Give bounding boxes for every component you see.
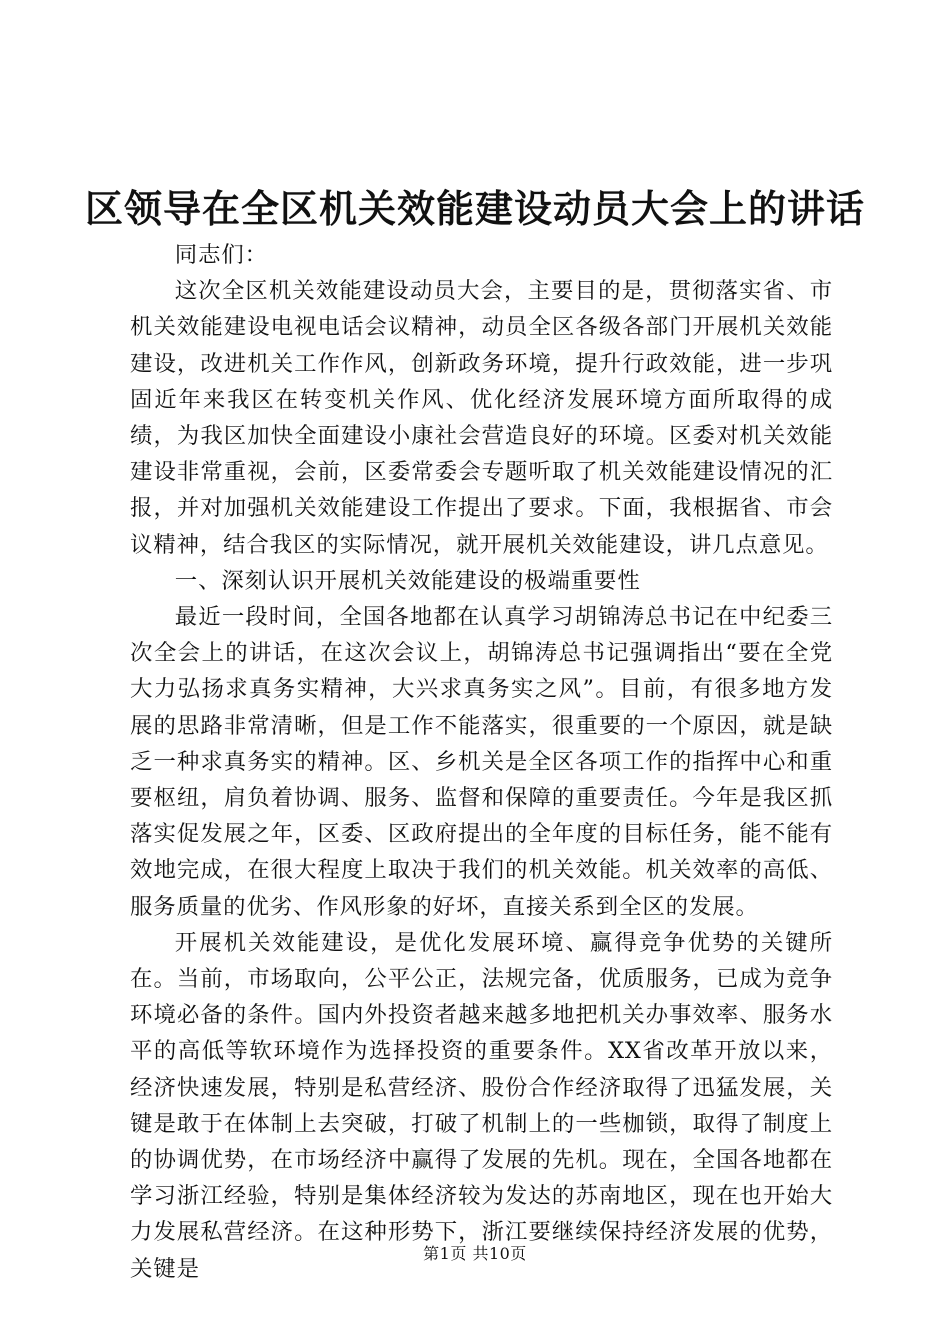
greeting: 同志们：	[174, 242, 268, 268]
section-heading: 一、深刻认识开展机关效能建设的极端重要性	[174, 567, 641, 594]
paragraph: 最近一段时间，全国各地都在认真学习胡锦涛总书记在中纪委三次全会上的讲话，在这次会议上，胡锦涛总书记强调指出“要在全党大力弘扬求真务实精神，大兴求真务实之风”。目前，有很多地方发展的思路非常清晰，但是工作不能落实，很重要的一个原因，就是缺乏一种求真务实的精神。区、乡机关是全区各项工作的指挥中心和重要枢纽，肩负着协调、服务、监督和保障的重要责任。今年是我区抓落实促发展之年，区委、区政府提出的全年度的目标任务，能不能有效地完成，在很大程度上取决于我们的机关效能。机关效率的高低、服务质量的优劣、作风形象的好坏，直接关系到全区的发展。	[130, 604, 833, 920]
paragraph: 这次全区机关效能建设动员大会，主要目的是，贯彻落实省、市机关效能建设电视电话会议精神，动员全区各级各部门开展机关效能建设，改进机关工作作风，创新政务环境，提升行政效能，进一步巩固近年来我区在转变机关作风、优化经济发展环境方面所取得的成绩，为我区加快全面建设小康社会营造良好的环境。区委对机关效能建设非常重视，会前，区委常委会专题听取了机关效能建设情况的汇报，并对加强机关效能建设工作提出了要求。下面，我根据省、市会议精神，结合我区的实际情况，就开展机关效能建设，讲几点意见。	[130, 278, 833, 558]
paragraph: 开展机关效能建设，是优化发展环境、赢得竞争优势的关键所在。当前，市场取向，公平公正，法规完备，优质服务，已成为竞争环境必备的条件。国内外投资者越来越多地把机关办事效率、服务水平的高低等软环境作为选择投资的重要条件。XX省改革开放以来，经济快速发展，特别是私营经济、股份合作经济取得了迅猛发展，关键是敢于在体制上去突破，打破了机制上的一些枷锁，取得了制度上的协调优势，在市场经济中赢得了发展的先机。现在，全国各地都在学习浙江经验，特别是集体经济较为发达的苏南地区，现在也开始大力发展私营经济。在这种形势下，浙江要继续保持经济发展的优势，关键是	[130, 929, 833, 1282]
page-number: 第1页 共10页	[423, 1244, 527, 1263]
document-title: 区领导在全区机关效能建设动员大会上的讲话	[84, 186, 865, 231]
document-body	[130, 237, 833, 1287]
